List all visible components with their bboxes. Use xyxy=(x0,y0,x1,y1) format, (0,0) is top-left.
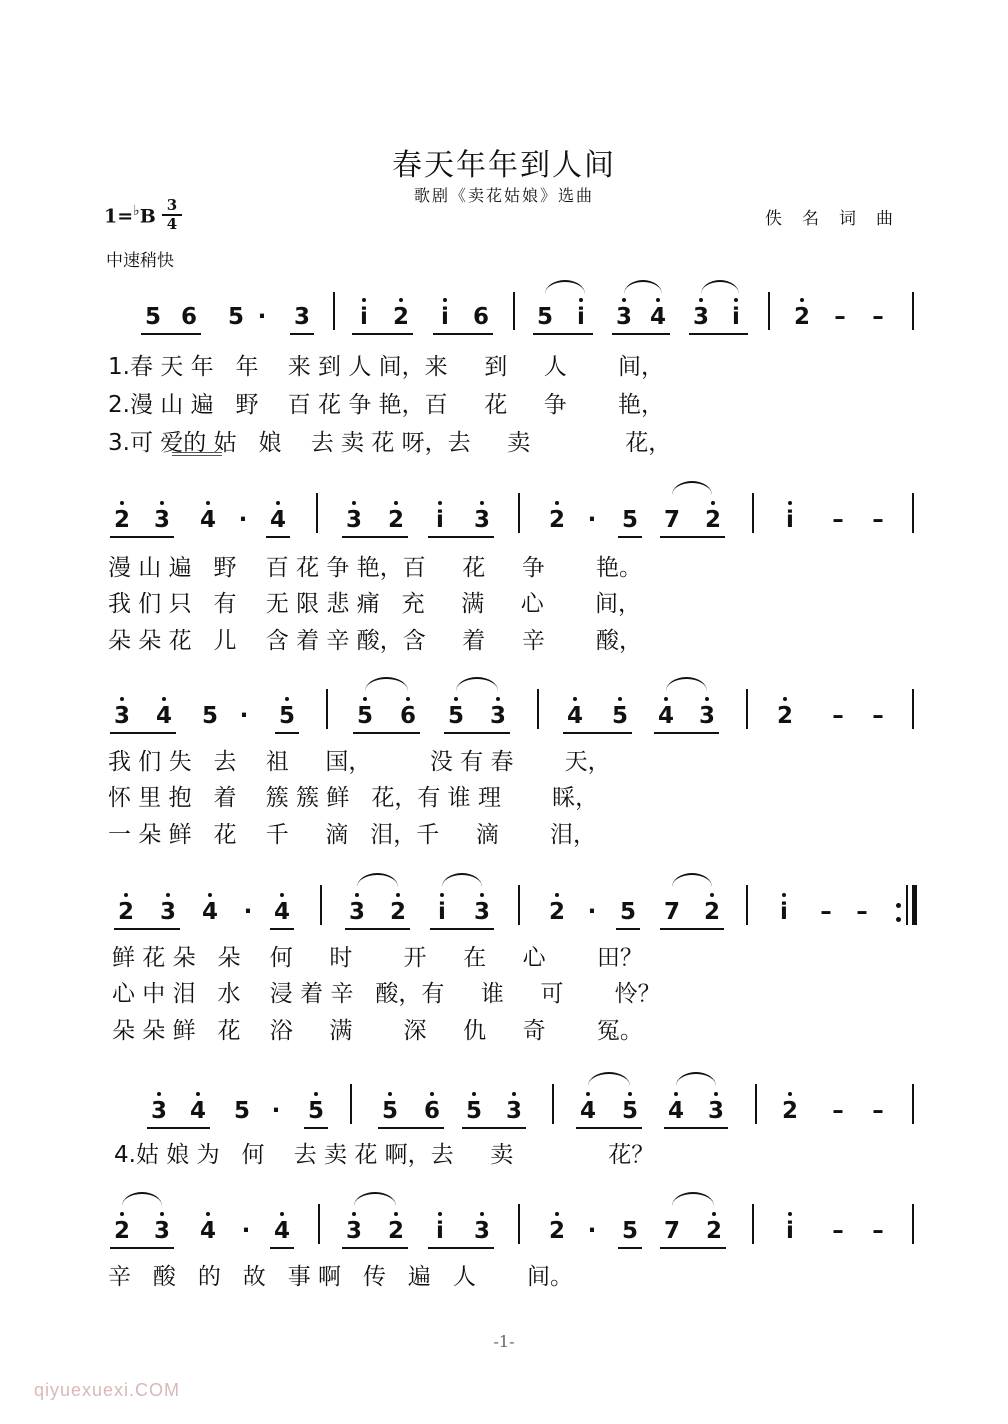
note-dot: · xyxy=(587,1218,597,1244)
note: 2 xyxy=(384,1218,408,1244)
underline xyxy=(114,928,180,930)
slur xyxy=(624,280,662,294)
note: 5 xyxy=(618,1098,642,1124)
lyric-double-underline xyxy=(172,452,222,456)
note: 2 xyxy=(545,507,569,533)
note: 4 xyxy=(270,1218,294,1244)
lyric-line: 一 朵 鲜 花 千 滴 泪，千 滴 泪， xyxy=(108,822,597,848)
note-dot: · xyxy=(241,1218,251,1244)
note: 5 xyxy=(462,1098,486,1124)
note: 3 xyxy=(695,703,719,729)
note: 7 xyxy=(663,507,680,533)
underline xyxy=(616,928,640,930)
barline xyxy=(320,885,322,925)
note: 6 xyxy=(420,1098,444,1124)
note-dash: – xyxy=(832,1218,844,1244)
note-dash: – xyxy=(872,304,884,330)
barline xyxy=(912,292,914,330)
note: 4 xyxy=(563,703,587,729)
underline xyxy=(147,1127,210,1129)
note: i xyxy=(772,899,796,925)
note-dash: – xyxy=(820,899,832,925)
note: 3 xyxy=(156,899,180,925)
barline xyxy=(350,1084,352,1124)
barline xyxy=(746,689,748,729)
underline xyxy=(304,1127,328,1129)
underline xyxy=(110,1247,174,1249)
note: 2 xyxy=(790,304,814,330)
underline xyxy=(689,333,748,335)
barline xyxy=(513,292,515,330)
note: 2 xyxy=(114,899,138,925)
note: 3 xyxy=(612,304,636,330)
underline xyxy=(270,928,294,930)
note-dash: – xyxy=(872,703,884,729)
note-dot: · xyxy=(271,1098,281,1124)
note: 5 xyxy=(621,1218,638,1244)
composer-credit: 佚名词曲 xyxy=(765,209,913,229)
underline xyxy=(612,333,670,335)
note: 5 xyxy=(378,1098,402,1124)
note-dot: · xyxy=(238,507,248,533)
lyric-line: 朵 朵 鲜 花 浴 满 深 仇 奇 冤。 xyxy=(112,1018,643,1044)
note: 7 xyxy=(663,899,680,925)
slur xyxy=(672,873,712,887)
lyric-line: 我 们 失 去 祖 国， 没 有 春 天， xyxy=(108,749,611,775)
repeat-dot xyxy=(896,903,901,908)
note: 2 xyxy=(110,1218,134,1244)
underline xyxy=(266,536,290,538)
underline xyxy=(270,1247,294,1249)
underline xyxy=(378,1127,444,1129)
barline xyxy=(912,1084,914,1124)
note: 2 xyxy=(384,507,408,533)
note: 4 xyxy=(152,703,176,729)
underline xyxy=(618,536,642,538)
barline xyxy=(518,885,520,925)
note: i xyxy=(352,304,376,330)
slur xyxy=(545,280,585,294)
underline xyxy=(342,1247,408,1249)
underline xyxy=(660,928,724,930)
song-title: 春天年年到人间 xyxy=(392,148,616,183)
underline xyxy=(352,333,413,335)
repeat-barline xyxy=(906,885,908,925)
barline xyxy=(755,1084,757,1124)
slur xyxy=(588,1072,630,1086)
slur xyxy=(442,873,482,887)
note-dot: · xyxy=(239,703,249,729)
slur xyxy=(365,677,408,691)
note: 6 xyxy=(472,304,489,330)
note: 7 xyxy=(663,1218,680,1244)
underline xyxy=(353,732,420,734)
note: 5 xyxy=(304,1098,328,1124)
note: 3 xyxy=(470,507,494,533)
note-dash: – xyxy=(832,1098,844,1124)
note: 3 xyxy=(110,703,134,729)
note: 4 xyxy=(198,899,222,925)
barline xyxy=(318,1204,320,1244)
underline xyxy=(141,333,201,335)
underline xyxy=(430,928,494,930)
lyric-line: 心 中 泪 水 浸 着 辛 酸，有 谁 可 怜？ xyxy=(112,981,661,1007)
note: i xyxy=(778,507,802,533)
lyric-line: 怀 里 抱 着 簇 簇 鲜 花，有 谁 理 睬， xyxy=(108,785,599,811)
note: 2 xyxy=(389,304,413,330)
note: i xyxy=(569,304,593,330)
note: i xyxy=(433,304,457,330)
note: 5 xyxy=(536,304,553,330)
note: 2 xyxy=(778,1098,802,1124)
underline xyxy=(576,1127,642,1129)
note: 4 xyxy=(654,703,678,729)
note: 3 xyxy=(486,703,510,729)
note: 3 xyxy=(342,1218,366,1244)
note: 5 xyxy=(233,1098,250,1124)
note: 5 xyxy=(619,899,636,925)
slur xyxy=(701,280,739,294)
slur xyxy=(672,481,712,495)
note: 3 xyxy=(147,1098,171,1124)
note-dot: · xyxy=(587,899,597,925)
underline xyxy=(342,536,408,538)
note-dash: – xyxy=(834,304,846,330)
note: 3 xyxy=(470,1218,494,1244)
barline xyxy=(316,493,318,533)
lyric-line: 2.漫 山 遍 野 百 花 争 艳，百 花 争 艳， xyxy=(108,392,664,418)
note: 3 xyxy=(345,899,369,925)
underline xyxy=(618,1247,642,1249)
note: 6 xyxy=(180,304,197,330)
note: 5 xyxy=(144,304,161,330)
note: 4 xyxy=(576,1098,600,1124)
lyric-line: 3.可 爱的 姑 娘 去 卖 花 呀，去 卖 花， xyxy=(108,430,672,456)
tempo-marking: 中速稍快 xyxy=(106,251,174,271)
note-dot: · xyxy=(587,507,597,533)
barline xyxy=(333,292,335,330)
underline xyxy=(428,536,494,538)
note: 2 xyxy=(700,899,724,925)
underline xyxy=(660,536,725,538)
note: 2 xyxy=(386,899,410,925)
note-dash: – xyxy=(872,1218,884,1244)
barline xyxy=(752,1204,754,1244)
repeat-dot xyxy=(896,917,901,922)
note: 4 xyxy=(266,507,290,533)
repeat-barline-thick xyxy=(912,885,917,925)
slur xyxy=(666,677,707,691)
underline xyxy=(110,732,176,734)
barline xyxy=(518,493,520,533)
slur xyxy=(456,677,498,691)
note: 5 xyxy=(608,703,632,729)
note-dash: – xyxy=(856,899,868,925)
underline xyxy=(664,1127,728,1129)
note: 4 xyxy=(196,1218,220,1244)
score-system-4 xyxy=(0,895,1008,1045)
lyric-line: 漫 山 遍 野 百 花 争 艳，百 花 争 艳。 xyxy=(108,555,643,581)
score-system-2 xyxy=(0,503,1008,653)
note-dash: – xyxy=(832,703,844,729)
note-dash: – xyxy=(872,507,884,533)
barline xyxy=(518,1204,520,1244)
note: i xyxy=(428,1218,452,1244)
page-number: -1- xyxy=(493,1332,515,1351)
note: 5 xyxy=(353,703,377,729)
note-dot: · xyxy=(243,899,253,925)
barline xyxy=(537,689,539,729)
note: 3 xyxy=(150,507,174,533)
note: 3 xyxy=(502,1098,526,1124)
underline xyxy=(660,1247,726,1249)
note: 3 xyxy=(470,899,494,925)
underline xyxy=(563,732,632,734)
barline xyxy=(752,493,754,533)
underline xyxy=(444,732,510,734)
score-system-1 xyxy=(0,300,1008,456)
underline xyxy=(654,732,719,734)
note: 5 xyxy=(201,703,218,729)
note: i xyxy=(430,899,454,925)
underline xyxy=(290,333,314,335)
lyric-line: 辛 酸 的 故 事 啊 传 遍 人 间。 xyxy=(108,1264,574,1290)
note: 2 xyxy=(110,507,134,533)
note: 3 xyxy=(689,304,713,330)
lyric-line: 4.姑 娘 为 何 去 卖 花 啊，去 卖 花？ xyxy=(114,1142,655,1168)
barline xyxy=(912,493,914,533)
time-signature: 3 4 xyxy=(162,198,182,232)
note: 4 xyxy=(196,507,220,533)
note: 6 xyxy=(396,703,420,729)
barline xyxy=(326,689,328,729)
note: 5 xyxy=(621,507,638,533)
note: i xyxy=(428,507,452,533)
note: 5 xyxy=(444,703,468,729)
note: 5 xyxy=(275,703,299,729)
lyric-line: 朵 朵 花 儿 含 着 辛 酸，含 着 辛 酸， xyxy=(108,628,643,654)
note: i xyxy=(724,304,748,330)
underline xyxy=(275,732,299,734)
slur xyxy=(676,1072,716,1086)
note: 3 xyxy=(293,304,310,330)
song-subtitle: 歌剧《卖花姑娘》选曲 xyxy=(413,186,594,205)
note: 2 xyxy=(701,507,725,533)
underline xyxy=(428,1247,494,1249)
barline xyxy=(912,689,914,729)
note: 3 xyxy=(150,1218,174,1244)
note-dash: – xyxy=(832,507,844,533)
underline xyxy=(345,928,410,930)
slur xyxy=(357,873,398,887)
note: 3 xyxy=(342,507,366,533)
note: 2 xyxy=(545,899,569,925)
note-dash: – xyxy=(872,1098,884,1124)
barline xyxy=(552,1084,554,1124)
watermark: qiyuexuexi.COM xyxy=(34,1380,181,1400)
note: 3 xyxy=(704,1098,728,1124)
lyric-line: 鲜 花 朵 朵 何 时 开 在 心 田？ xyxy=(112,945,643,971)
underline xyxy=(462,1127,526,1129)
note-dot: · xyxy=(257,304,267,330)
note: i xyxy=(778,1218,802,1244)
underline xyxy=(533,333,593,335)
barline xyxy=(768,292,770,330)
note: 4 xyxy=(270,899,294,925)
note: 4 xyxy=(186,1098,210,1124)
note: 2 xyxy=(702,1218,726,1244)
underline xyxy=(433,333,493,335)
barline xyxy=(746,885,748,925)
lyric-line: 我 们 只 有 无 限 悲 痛 充 满 心 间， xyxy=(108,591,641,617)
underline xyxy=(110,536,174,538)
note: 4 xyxy=(646,304,670,330)
barline xyxy=(912,1204,914,1244)
note: 2 xyxy=(773,703,797,729)
score-system-3 xyxy=(0,699,1008,849)
key-signature: 1=♭B xyxy=(104,203,156,228)
note: 2 xyxy=(545,1218,569,1244)
note: 5 xyxy=(227,304,244,330)
lyric-line: 1.春 天 年 年 来 到 人 间，来 到 人 间， xyxy=(108,354,664,380)
note: 4 xyxy=(664,1098,688,1124)
